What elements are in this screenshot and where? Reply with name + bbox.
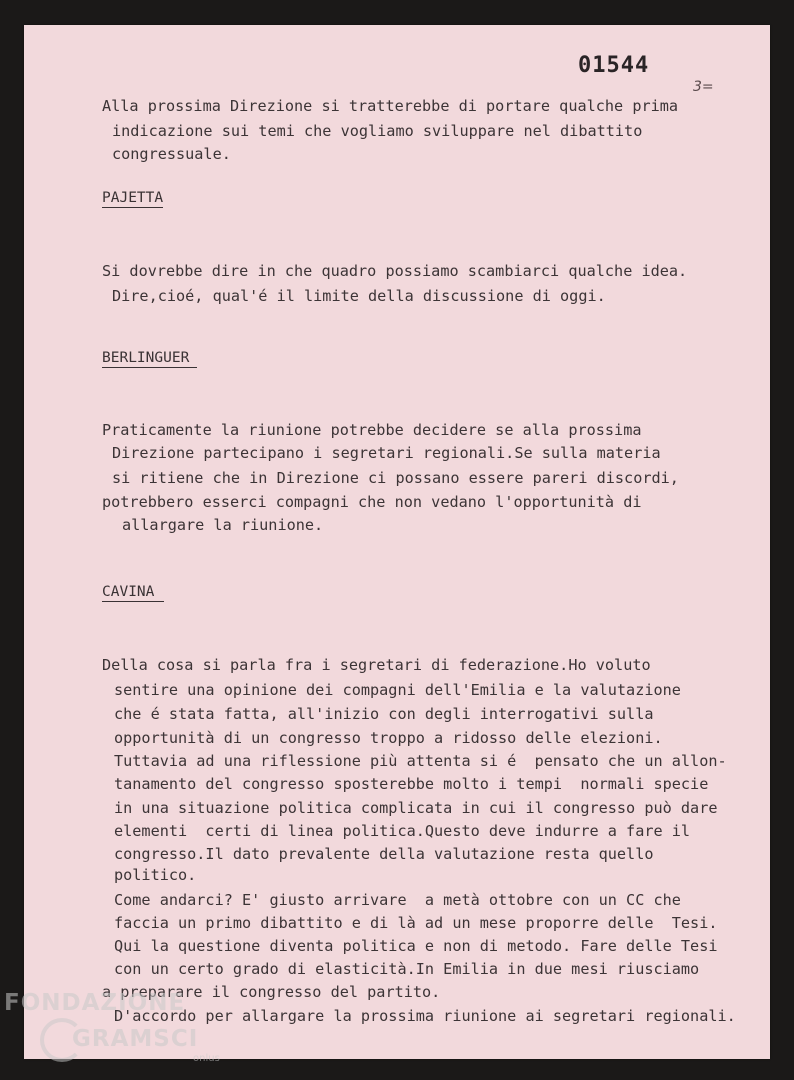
intro-line: Alla prossima Direzione si tratterebbe di portare qualche prima — [102, 97, 679, 115]
speaker-heading-berlinguer: BERLINGUER — [102, 350, 197, 368]
cavina-line: con un certo grado di elasticità.In Emilia in due mesi riusciamo — [114, 960, 700, 978]
cavina-line: congresso.Il dato prevalente della valutazione resta quello — [114, 845, 654, 863]
intro-line: congressuale. — [112, 145, 231, 163]
cavina-line: tanamento del congresso sposterebbe molto i tempi normali specie — [114, 775, 709, 793]
berlinguer-line: Direzione partecipano i segretari regionali.Se sulla materia — [112, 444, 661, 462]
cavina-line: Tuttavia ad una riflessione più attenta si é pensato che un allon- — [114, 752, 727, 770]
fondazione-gramsci-watermark — [0, 988, 260, 1080]
cavina-line: opportunità di un congresso troppo a ridosso delle elezioni. — [114, 729, 663, 747]
cavina-line: sentire una opinione dei compagni dell'Emilia e la valutazione — [114, 681, 681, 699]
cavina-line: a preparare il congresso del partito. — [102, 983, 441, 1001]
berlinguer-line: Praticamente la riunione potrebbe decidere se alla prossima — [102, 421, 642, 439]
pajetta-line: Si dovrebbe dire in che quadro possiamo scambiarci qualche idea. — [102, 262, 688, 280]
berlinguer-line: si ritiene che in Direzione ci possano essere pareri discordi, — [112, 469, 679, 487]
pajetta-line: Dire,cioé, qual'é il limite della discussione di oggi. — [112, 287, 606, 305]
watermark-line3: onlus — [193, 1053, 220, 1064]
cavina-line: in una situazione politica complicata in cui il congresso può dare — [114, 799, 718, 817]
cavina-line: elementi certi di linea politica.Questo deve indurre a fare il — [114, 822, 691, 840]
intro-line: indicazione sui temi che vogliamo sviluppare nel dibattito — [112, 122, 643, 140]
berlinguer-line: allargare la riunione. — [122, 516, 324, 534]
speaker-heading-cavina: CAVINA — [102, 584, 164, 602]
cavina-line: Qui la questione diventa politica e non di metodo. Fare delle Tesi — [114, 937, 718, 955]
cavina-line: politico. — [114, 866, 197, 884]
cavina-line: Della cosa si parla fra i segretari di federazione.Ho voluto — [102, 656, 651, 674]
berlinguer-line: potrebbero esserci compagni che non vedano l'opportunità di — [102, 493, 642, 511]
cavina-line: faccia un primo dibattito e di là ad un mese proporre delle Tesi. — [114, 914, 718, 932]
cavina-line: che é stata fatta, all'inizio con degli interrogativi sulla — [114, 705, 654, 723]
document-number: 01544 — [578, 53, 650, 78]
speaker-heading-pajetta: PAJETTA — [102, 190, 164, 206]
cavina-line: D'accordo per allargare la prossima riunione ai segretari regionali. — [114, 1007, 736, 1025]
watermark-line1: FONDAZIONE — [4, 990, 186, 1016]
page-mark: 3= — [693, 79, 714, 95]
watermark-line2: GRAMSCI — [72, 1026, 199, 1052]
cavina-line: Come andarci? E' giusto arrivare a metà ottobre con un CC che — [114, 891, 681, 909]
